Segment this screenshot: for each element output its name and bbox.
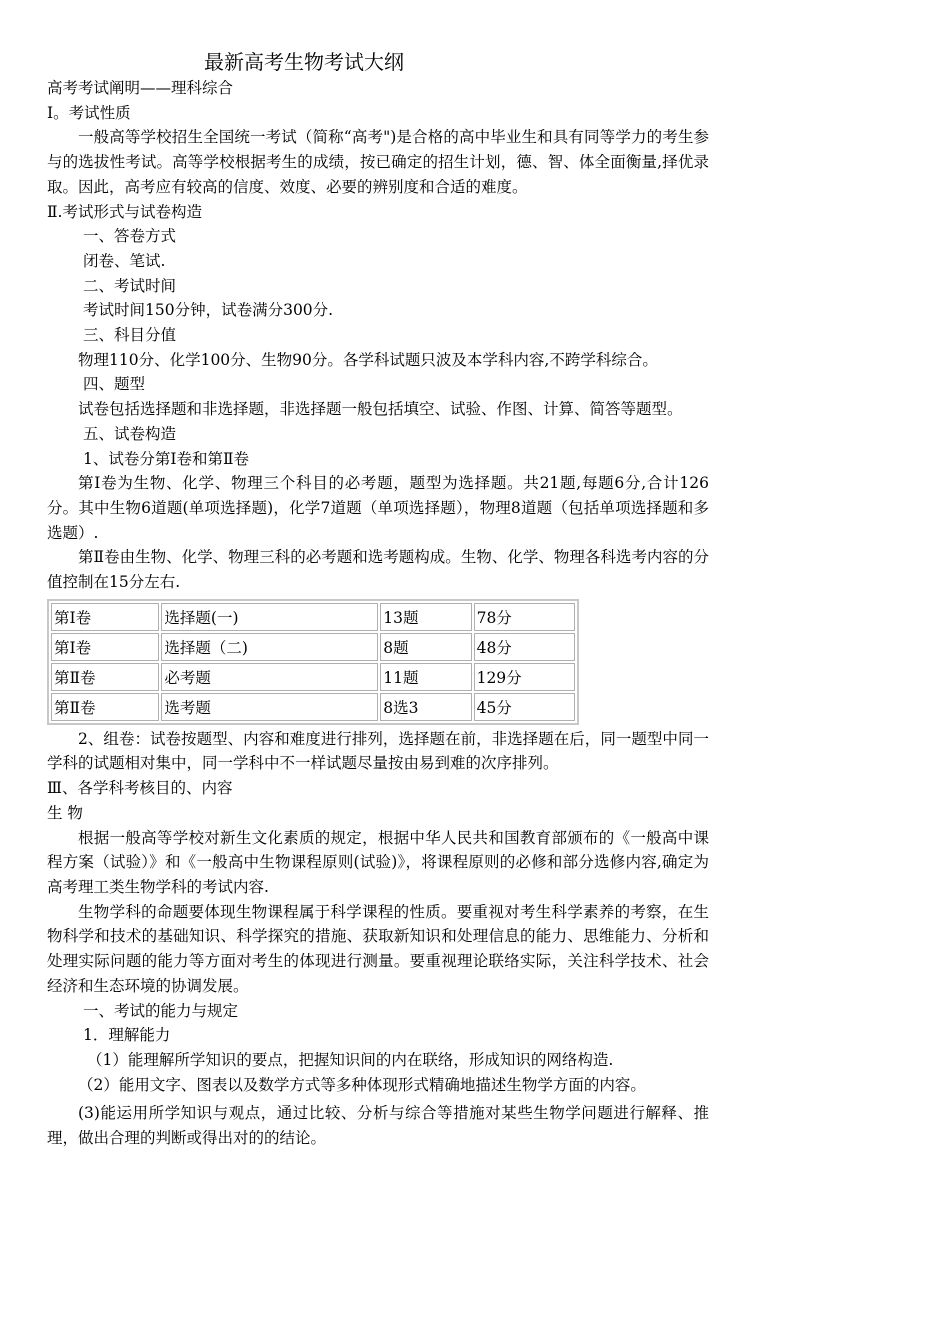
- table-cell: 必考题: [161, 663, 378, 691]
- document-page: [47, 48, 709, 1151]
- question-types-text: 试卷包括选择题和非选择题，非选择题一般包括填空、试验、作图、计算、简答等题型。: [78, 400, 683, 419]
- subject-scores-heading: 三、科目分值: [83, 326, 177, 345]
- table-cell: 48分: [474, 633, 575, 661]
- table-row: [51, 633, 575, 661]
- table-row: [51, 603, 575, 631]
- score-table: [47, 599, 579, 725]
- section-2-heading: Ⅱ.考试形式与试卷构造: [47, 202, 202, 221]
- paper-structure-heading: 五、试卷构造: [83, 424, 177, 443]
- table-cell: 8题: [380, 633, 471, 661]
- table-cell: 8选3: [380, 693, 471, 721]
- table-cell: 78分: [474, 603, 575, 631]
- comprehension-item-2: （2）能用文字、图表以及数学方式等多种体现形式精确地描述生物学方面的内容。: [78, 1075, 646, 1094]
- paper-2-description: 第Ⅱ卷由生物、化学、物理三科的必考题和选考题构成。生物、化学、物理各科选考内容的分值控制在15分左右.: [47, 548, 709, 592]
- table-cell: 13题: [380, 603, 471, 631]
- comprehension-heading: 1．理解能力: [83, 1026, 171, 1045]
- table-cell: 第Ⅰ卷: [51, 633, 159, 661]
- section-3-heading: Ⅲ、各学科考核目的、内容: [47, 779, 233, 798]
- comprehension-item-3: (3)能运用所学知识与观点，通过比较、分析与综合等措施对某些生物学问题进行解释、推理，做出合理的判断或得出对的的结论。: [47, 1104, 709, 1148]
- paper-assembly-text: 2、组卷：试卷按题型、内容和难度进行排列，选择题在前，非选择题在后，同一题型中同一学科的试题相对集中，同一学科中不一样试题尽量按由易到难的次序排列。: [47, 729, 709, 773]
- section-1-heading: Ⅰ。考试性质: [47, 103, 131, 122]
- exam-time-heading: 二、考试时间: [83, 276, 177, 295]
- document-title: 最新高考生物考试大纲: [204, 50, 404, 74]
- section-1-paragraph: 一般高等学校招生全国统一考试（简称“高考")是合格的高中毕业生和具有同等学力的考生参与的选拔性考试。高等学校根据考生的成绩，按已确定的招生计划，德、智、体全面衡量,择优录取。因此，高考应有较高的信度、效度、必要的辨别度和合适的难度。: [47, 128, 709, 196]
- requirements-heading: 一、考试的能力与规定: [83, 1001, 239, 1020]
- table-row: [51, 693, 575, 721]
- biology-paragraph-2: 生物学科的命题要体现生物课程属于科学课程的性质。要重视对考生科学素养的考察，在生物科学和技术的基础知识、科学探究的措施、获取新知识和处理信息的能力、思维能力、分析和处理实际问题的能力等方面对考生的体现进行测量。要重视理论联络实际，关注科学技术、社会经济和生态环境的协调发展。: [47, 902, 709, 995]
- answer-method-heading: 一、答卷方式: [83, 227, 177, 246]
- subject-scores-text: 物理110分、化学100分、生物90分。各学科试题只波及本学科内容,不跨学科综合。: [78, 350, 658, 369]
- table-cell: 第Ⅱ卷: [51, 693, 159, 721]
- paper-1-description: 第Ⅰ卷为生物、化学、物理三个科目的必考题，题型为选择题。共21题,每题6分,合计126分。其中生物6道题(单项选择题)，化学7道题（单项选择题），物理8道题（包括单项选择题和多选题）.: [47, 474, 709, 542]
- table-cell: 选考题: [161, 693, 378, 721]
- biology-subject-heading: 生 物: [47, 803, 83, 822]
- table-cell: 129分: [474, 663, 575, 691]
- biology-paragraph-1: 根据一般高等学校对新生文化素质的规定，根据中华人民共和国教育部颁布的《一般高中课程方案（试验）》和《一般高中生物课程原则(试验)》，将课程原则的必修和部分选修内容,确定为高考理工类生物学科的考试内容.: [47, 828, 709, 896]
- table-cell: 45分: [474, 693, 575, 721]
- comprehension-item-1: （1）能理解所学知识的要点，把握知识间的内在联络，形成知识的网络构造.: [87, 1050, 614, 1069]
- paper-structure-sub1: 1、试卷分第Ⅰ卷和第Ⅱ卷: [83, 449, 250, 468]
- table-row: [51, 663, 575, 691]
- answer-method-text: 闭卷、笔试.: [83, 251, 166, 270]
- table-cell: 第Ⅱ卷: [51, 663, 159, 691]
- table-cell: 11题: [380, 663, 471, 691]
- question-types-heading: 四、题型: [83, 375, 146, 394]
- table-cell: 选择题(一): [161, 603, 378, 631]
- table-cell: 选择题（二): [161, 633, 378, 661]
- table-cell: 第Ⅰ卷: [51, 603, 159, 631]
- document-subtitle: 高考考试阐明——理科综合: [47, 79, 234, 97]
- exam-time-text: 考试时间150分钟，试卷满分300分.: [83, 301, 334, 320]
